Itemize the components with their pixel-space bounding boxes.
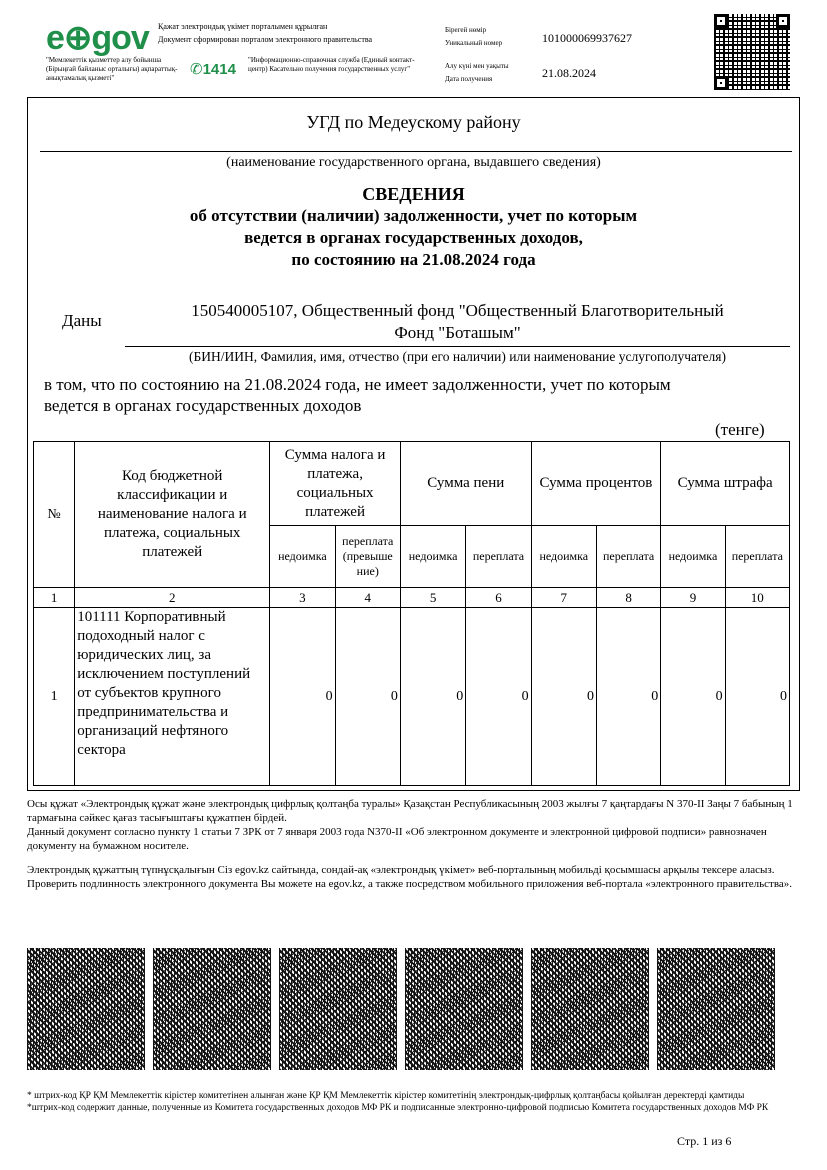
row-num: 1 [34, 608, 75, 786]
currency-label: (тенге) [715, 420, 765, 439]
column-number: 3 [270, 588, 335, 608]
column-number: 8 [596, 588, 660, 608]
column-number: 10 [725, 588, 789, 608]
date-label-ru: Дата получения [445, 75, 493, 83]
column-number: 7 [531, 588, 596, 608]
row-value: 0 [400, 608, 465, 786]
footnote-kz: * штрих-код ҚР ҚМ Мемлекеттік кірістер комитетінен алынған және ҚР ҚМ Мемлекеттік кірістер комитетінің электрондық-цифрлық қолтаңбасы қойылған деректерді қамтиды [27, 1091, 745, 1101]
column-number: 6 [466, 588, 531, 608]
phone-number-text: 1414 [202, 61, 236, 78]
header-penalty-fee: Сумма пени [400, 442, 531, 526]
row-value: 0 [270, 608, 335, 786]
header-num: № [34, 442, 75, 588]
subheader-arrears: недоимка [400, 526, 465, 588]
subheader-overpayment: переплата [596, 526, 660, 588]
date-value: 21.08.2024 [542, 66, 596, 80]
title-line-1: СВЕДЕНИЯ [362, 184, 465, 204]
phone-icon: ✆ [190, 61, 203, 78]
barcode-strip [27, 948, 797, 1070]
column-number: 9 [661, 588, 725, 608]
debt-table [33, 441, 790, 786]
org-caption: (наименование государственного органа, выдавшего сведения) [226, 155, 601, 170]
service-note-ru: "Информационно-справочная служба (Единый контакт-центр) Касательно получения государственных услуг" [248, 56, 415, 73]
unique-label-ru: Уникальный номер [445, 39, 503, 47]
unique-number-label [445, 26, 502, 48]
statement-line-2: ведется в органах государственных доходов [44, 396, 362, 415]
column-number: 2 [75, 588, 270, 608]
verify-note-ru: Проверить подлинность электронного документа Вы можете на egov.kz, а также посредством мобильного приложения веб-портала «электронного правительства». [27, 878, 793, 890]
recipient-line-1: 150540005107, Общественный фонд "Общественный Благотворительный [191, 301, 724, 320]
footnotes [27, 1090, 797, 1114]
portal-note-ru: Документ сформирован порталом электронного правительства [158, 35, 373, 44]
barcode-block [657, 948, 775, 1070]
recipient-caption: (БИН/ИИН, Фамилия, имя, отчество (при его наличии) или наименование услугополучателя) [189, 349, 726, 364]
document-title [27, 183, 800, 271]
column-number: 5 [400, 588, 465, 608]
column-number: 1 [34, 588, 75, 608]
title-line-2: об отсутствии (наличии) задолженности, учет по которым [189, 206, 638, 225]
page-number: Стр. 1 из 6 [677, 1134, 732, 1148]
legal-note-ru: Данный документ согласно пункту 1 статьи 7 ЗРК от 7 января 2003 года N370-II «Об электронном документе и электронной цифровой подписи» равнозначен документу на бумажном носителе. [27, 826, 767, 852]
header-interest: Сумма процентов [531, 442, 661, 526]
title-line-4: по состоянию на 21.08.2024 года [291, 250, 536, 269]
subheader-overpayment: переплата [466, 526, 531, 588]
verify-note-kz: Электрондық құжаттың түпнұсқалығын Сіз egov.kz сайтында, сондай-ақ «электрондық үкімет» веб-порталының мобильді қосымшасы арқылы тексере аласыз. [27, 864, 775, 876]
barcode-block [27, 948, 145, 1070]
header-code: Код бюджетной классификации и наименование налога и платежа, социальных платежей [75, 442, 270, 588]
barcode-block [531, 948, 649, 1070]
row-value: 0 [725, 608, 789, 786]
statement [44, 374, 794, 416]
barcode-block [279, 948, 397, 1070]
portal-note [158, 22, 428, 45]
row-value: 0 [531, 608, 596, 786]
column-number: 4 [335, 588, 400, 608]
title-line-3: ведется в органах государственных доходов, [244, 228, 583, 247]
qr-code [714, 14, 790, 90]
subheader-arrears: недоимка [270, 526, 335, 588]
subheader-overpayment: переплата [725, 526, 789, 588]
subheader-overpayment: переплата (превыше ние) [335, 526, 400, 588]
barcode-block [153, 948, 271, 1070]
given-label: Даны [62, 311, 102, 330]
date-label [445, 62, 509, 84]
barcode-block [405, 948, 523, 1070]
table-row [34, 608, 790, 786]
legal-note-kz: Осы құжат «Электрондық құжат және электрондық цифрлық қолтаңба туралы» Қазақстан Республикасының 2003 жылғы 7 қаңтардағы N 370-II Заңы 7 бабының 1 тармағына сәйкес қағаз тасығыштағы құжатпен бірдей. [27, 798, 793, 824]
subheader-arrears: недоимка [661, 526, 725, 588]
date-label-kz: Алу күні мен уақыты [445, 62, 509, 70]
org-name: УГД по Медеускому району [306, 112, 521, 132]
row-value: 0 [466, 608, 531, 786]
recipient-line-2: Фонд "Боташым" [394, 323, 521, 342]
row-name: 101111 Корпоративный подоходный налог с юридических лиц, за исключением поступлений от субъектов крупного предпринимательства и организаций нефтяного сектора [75, 608, 270, 786]
header-fine: Сумма штрафа [661, 442, 790, 526]
recipient [125, 300, 790, 344]
egov-logo: e⊕gov [46, 19, 149, 57]
footnote-ru: *штрих-код содержит данные, полученные из Комитета государственных доходов МФ РК и подписанные электронно-цифровой подписью Комитета государственных доходов МФ РК [27, 1103, 769, 1113]
phone-number [190, 60, 236, 78]
row-value: 0 [661, 608, 725, 786]
unique-label-kz: Бірегей нөмір [445, 26, 487, 34]
portal-note-kz: Қажат электрондық үкімет порталымен құрылған [158, 22, 328, 31]
service-note-kz: "Мемлекеттік қызметтер алу бойынша (Бірыңғай байланыс орталығы) ақпараттық-анықтамалық қызметі" [46, 56, 178, 82]
statement-line-1: в том, что по состоянию на 21.08.2024 года, не имеет задолженности, учет по которым [44, 375, 671, 394]
row-value: 0 [335, 608, 400, 786]
subheader-arrears: недоимка [531, 526, 596, 588]
legal-notes [27, 797, 797, 891]
row-value: 0 [596, 608, 660, 786]
header-tax: Сумма налога и платежа, социальных платежей [270, 442, 401, 526]
unique-number-value: 101000069937627 [542, 31, 632, 45]
